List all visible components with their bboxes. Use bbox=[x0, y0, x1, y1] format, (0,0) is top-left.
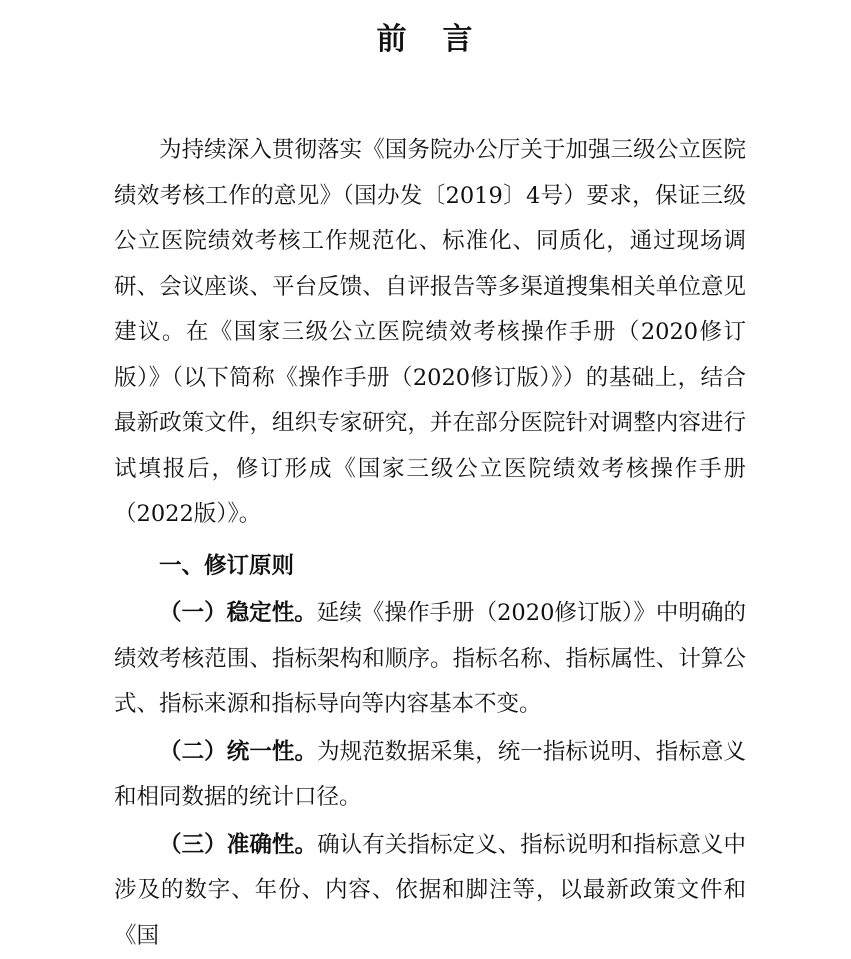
principle-accuracy-title: （三）准确性。 bbox=[159, 832, 317, 858]
principle-stability-paragraph bbox=[114, 591, 746, 728]
page-title bbox=[0, 14, 851, 58]
principle-uniformity-paragraph bbox=[114, 730, 746, 821]
principle-accuracy-text: 确认有关指标定义、指标说明和指标意义中涉及的数字、年份、内容、依据和脚注等，以最新政策文件和《国 bbox=[114, 832, 746, 949]
principle-uniformity-text: 为规范数据采集，统一指标说明、指标意义和相同数据的统计口径。 bbox=[114, 739, 746, 811]
principle-stability-text: 延续《操作手册（2020修订版）》中明确的绩效考核范围、指标架构和顺序。指标名称、指标属性、计算公式、指标来源和指标导向等内容基本不变。 bbox=[114, 600, 746, 717]
page-title-part-1: 前 bbox=[377, 22, 409, 57]
principle-uniformity-title: （二）统一性。 bbox=[159, 739, 317, 765]
intro-paragraph: 为持续深入贯彻落实《国务院办公厅关于加强三级公立医院绩效考核工作的意见》（国办发〔2019〕4号）要求，保证三级公立医院绩效考核工作规范化、标准化、同质化，通过现场调研、会议座谈、平台反馈、自评报告等多渠道搜集相关单位意见建议。在《国家三级公立医院绩效考核操作手册（2020修订版）》（以下简称《操作手册（2020修订版）》）的基础上，结合最新政策文件，组织专家研究，并在部分医院针对调整内容进行试填报后，修订形成《国家三级公立医院绩效考核操作手册（2022版）》。 bbox=[114, 128, 746, 538]
principle-accuracy-paragraph bbox=[114, 823, 746, 959]
principle-stability-title: （一）稳定性。 bbox=[159, 600, 317, 626]
section-heading-revision-principles: 一、修订原则 bbox=[114, 544, 746, 590]
page-title-part-2: 言 bbox=[443, 22, 475, 57]
document-body bbox=[114, 128, 746, 959]
